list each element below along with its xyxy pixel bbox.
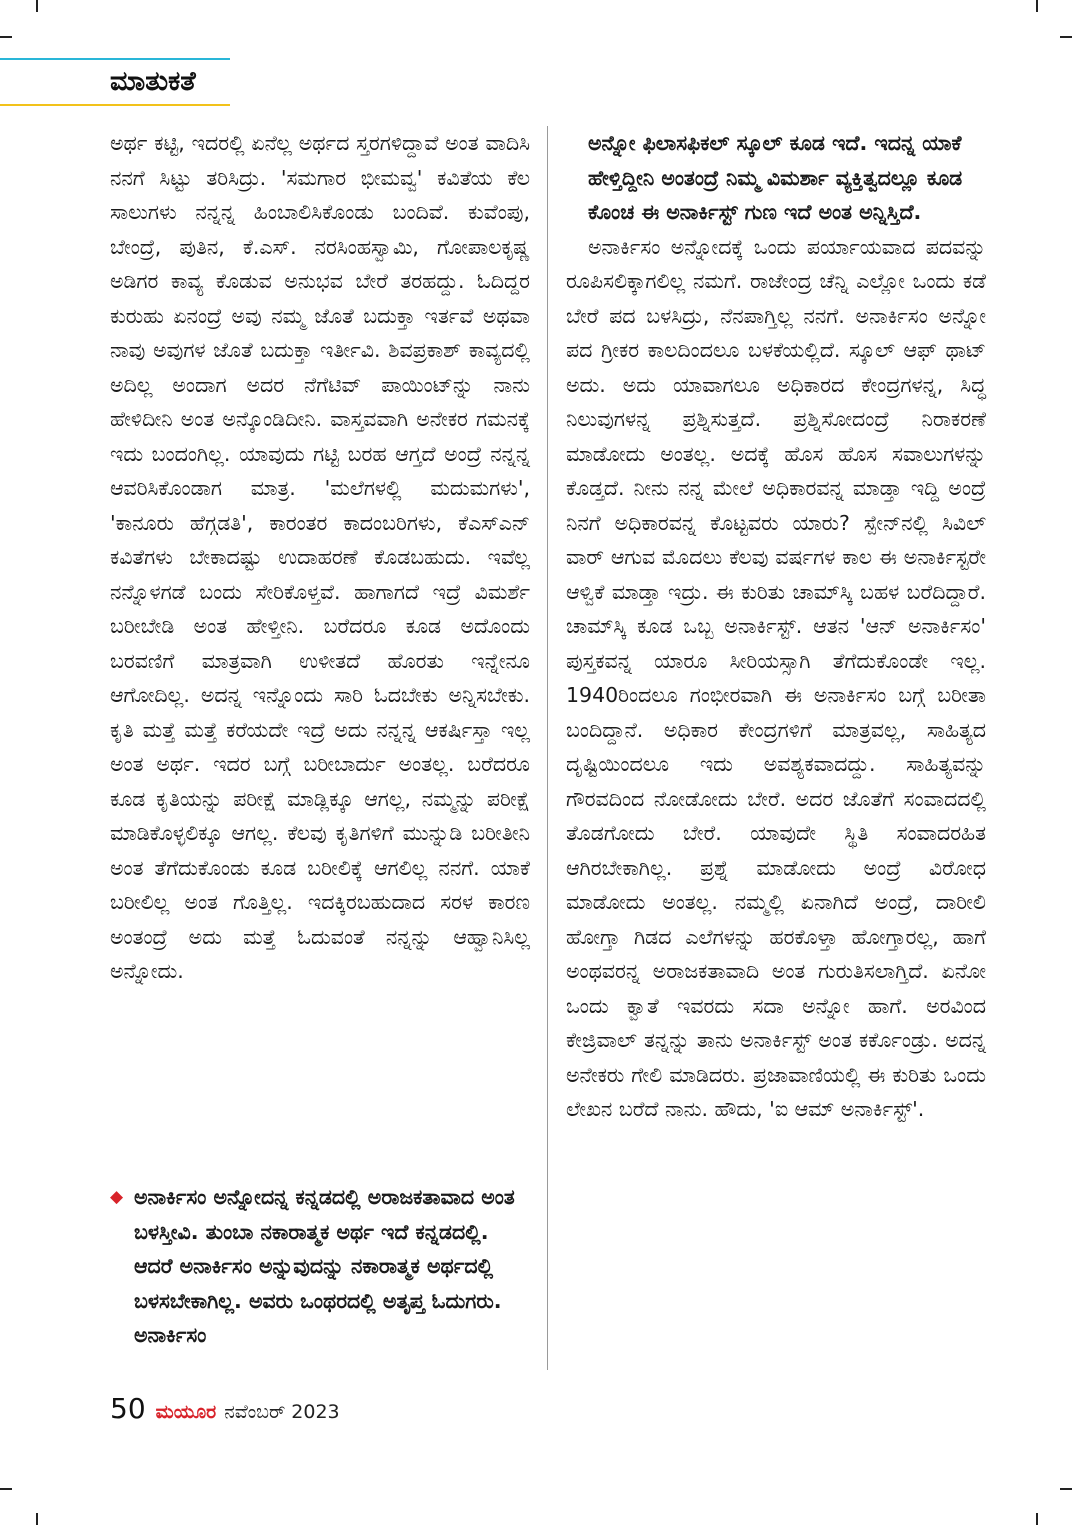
question-text: ಅನಾರ್ಕಿಸಂ ಅನ್ನೋದನ್ನ ಕನ್ನಡದಲ್ಲಿ ಅರಾಜಕತಾವಾದ ಅಂತ ಬಳಸ್ತೀವಿ. ತುಂಬಾ ನಕಾರಾತ್ಮಕ ಅರ್ಥ ಇದೆ ಕನ್ನಡದಲ್ಲಿ. ಆದರೆ ಅನಾರ್ಕಿಸಂ ಅನ್ನುವುದನ್ನು ನಕಾರಾತ್ಮಕ ಅರ್ಥದಲ್ಲಿ ಬಳಸಬೇಕಾಗಿಲ್ಲ. ಅವರು ಒಂಥರದಲ್ಲಿ ಅತೃಪ್ತ ಓದುಗರು. ಅನಾರ್ಕಿಸಂ (134, 1185, 515, 1347)
section-bottom-rule (0, 104, 230, 106)
crop-mark-bottom-left (36, 1513, 38, 1525)
column-divider (547, 126, 548, 1370)
section-top-rule (0, 58, 230, 60)
crop-mark-left-upper (0, 36, 12, 38)
left-column (110, 126, 530, 989)
crop-mark-right-upper (1060, 36, 1072, 38)
right-column (566, 126, 986, 1127)
crop-mark-bottom-right (1036, 1513, 1038, 1525)
section-title: ಮಾತುಕತೆ (110, 66, 196, 97)
crop-mark-left-lower (0, 1488, 12, 1490)
crop-mark-top-left (36, 0, 38, 12)
issue-date: ನವೆಂಬರ್ 2023 (224, 1401, 340, 1423)
page-number: 50 (110, 1392, 146, 1425)
crop-mark-top-right (1036, 0, 1038, 12)
interview-question (110, 1180, 530, 1353)
magazine-logo: ಮಯೂರ (155, 1401, 217, 1423)
diamond-bullet-icon: ◆ (110, 1187, 124, 1207)
crop-mark-right-lower (1060, 1488, 1072, 1490)
answer-paragraph: ಅನಾರ್ಕಿಸಂ ಅನ್ನೋದಕ್ಕೆ ಒಂದು ಪರ್ಯಾಯವಾದ ಪದವನ್ನು ರೂಪಿಸಲಿಕ್ಕಾಗಲಿಲ್ಲ ನಮಗೆ. ರಾಜೇಂದ್ರ ಚೆನ್ನಿ ಎಲ್ಲೋ ಒಂದು ಕಡೆ ಬೇರೆ ಪದ ಬಳಸಿದ್ರು, ನೆನಪಾಗ್ತಿಲ್ಲ ನನಗೆ. ಅನಾರ್ಕಿಸಂ ಅನ್ನೋ ಪದ ಗ್ರೀಕರ ಕಾಲದಿಂದಲೂ ಬಳಕೆಯಲ್ಲಿದೆ. ಸ್ಕೂಲ್ ಆಫ್ ಥಾಟ್ ಅದು. ಅದು ಯಾವಾಗಲೂ ಅಧಿಕಾರದ ಕೇಂದ್ರಗಳನ್ನ, ಸಿದ್ಧ ನಿಲುವುಗಳನ್ನ ಪ್ರಶ್ನಿಸುತ್ತದೆ. ಪ್ರಶ್ನಿಸೋದಂದ್ರೆ ನಿರಾಕರಣೆ ಮಾಡೋದು ಅಂತಲ್ಲ. ಅದಕ್ಕೆ ಹೊಸ ಹೊಸ ಸವಾಲುಗಳನ್ನು ಕೊಡ್ತದೆ. ನೀನು ನನ್ನ ಮೇಲೆ ಅಧಿಕಾರವನ್ನ ಮಾಡ್ತಾ ಇದ್ದಿ ಅಂದ್ರೆ ನಿನಗೆ ಅಧಿಕಾರವನ್ನ ಕೊಟ್ಟವರು ಯಾರು? ಸ್ಪೇನ್‌ನಲ್ಲಿ ಸಿವಿಲ್ ವಾರ್ ಆಗುವ ಮೊದಲು ಕೆಲವು ವರ್ಷಗಳ ಕಾಲ ಈ ಅನಾರ್ಕಿಸ್ಟರೇ ಆಳ್ವಿಕೆ ಮಾಡ್ತಾ ಇದ್ರು. ಈ ಕುರಿತು ಚಾಮ್‌ಸ್ಕಿ ಬಹಳ ಬರೆದಿದ್ದಾರೆ. ಚಾಮ್‌ಸ್ಕಿ ಕೂಡ ಒಬ್ಬ ಅನಾರ್ಕಿಸ್ಟ್. ಆತನ 'ಆನ್ ಅನಾರ್ಕಿಸಂ' ಪುಸ್ತಕವನ್ನ ಯಾರೂ ಸೀರಿಯಸ್ಸಾಗಿ ತೆಗೆದುಕೊಂಡೇ ಇಲ್ಲ. 1940ರಿಂದಲೂ ಗಂಭೀರವಾಗಿ ಈ ಅನಾರ್ಕಿಸಂ ಬಗ್ಗೆ ಬರೀತಾ ಬಂದಿದ್ದಾನೆ. ಅಧಿಕಾರ ಕೇಂದ್ರಗಳಿಗೆ ಮಾತ್ರವಲ್ಲ, ಸಾಹಿತ್ಯದ ದೃಷ್ಟಿಯಿಂದಲೂ ಇದು ಅವಶ್ಯಕವಾದದ್ದು. ಸಾಹಿತ್ಯವನ್ನು ಗೌರವದಿಂದ ನೋಡೋದು ಬೇರೆ. ಅದರ ಜೊತೆಗೆ ಸಂವಾದದಲ್ಲಿ ತೊಡಗೋದು ಬೇರೆ. ಯಾವುದೇ ಸ್ಥಿತಿ ಸಂವಾದರಹಿತ ಆಗಿರಬೇಕಾಗಿಲ್ಲ. ಪ್ರಶ್ನೆ ಮಾಡೋದು ಅಂದ್ರೆ ವಿರೋಧ ಮಾಡೋದು ಅಂತಲ್ಲ. ನಮ್ಮಲ್ಲಿ ಏನಾಗಿದೆ ಅಂದ್ರೆ, ದಾರೀಲಿ ಹೋಗ್ತಾ ಗಿಡದ ಎಲೆಗಳನ್ನು ಹರಕೊಳ್ತಾ ಹೋಗ್ತಾರಲ್ಲ, ಹಾಗೆ ಅಂಥವರನ್ನ ಅರಾಜಕತಾವಾದಿ ಅಂತ ಗುರುತಿಸಲಾಗ್ತಿದೆ. ಏನೋ ಒಂದು ಕ್ವಾತೆ ಇವರದು ಸದಾ ಅನ್ನೋ ಹಾಗೆ. ಅರವಿಂದ ಕೇಜ್ರಿವಾಲ್ ತನ್ನನ್ನು ತಾನು ಅನಾರ್ಕಿಸ್ಟ್ ಅಂತ ಕರ್ಕೊಂಡ್ರು. ಅದನ್ನ ಅನೇಕರು ಗೇಲಿ ಮಾಡಿದರು. ಪ್ರಜಾವಾಣಿಯಲ್ಲಿ ಈ ಕುರಿತು ಒಂದು ಲೇಖನ ಬರೆದೆ ನಾನು. ಹೌದು, 'ಐ ಆಮ್ ಅನಾರ್ಕಿಸ್ಟ್'. (566, 234, 986, 1121)
question-text-continued: ಅನ್ನೋ ಫಿಲಾಸಫಿಕಲ್ ಸ್ಕೂಲ್ ಕೂಡ ಇದೆ. ಇದನ್ನ ಯಾಕೆ ಹೇಳ್ತಿದ್ದೀನಿ ಅಂತಂದ್ರೆ ನಿಮ್ಮ ವಿಮರ್ಶಾ ವ್ಯಕ್ತಿತ್ವದಲ್ಲೂ ಕೂಡ ಕೊಂಚ ಈ ಅನಾರ್ಕಿಸ್ಟ್ ಗುಣ ಇದೆ ಅಂತ ಅನ್ನಿಸ್ತಿದೆ. (588, 131, 963, 224)
body-paragraph: ಅರ್ಥ ಕಟ್ಟಿ, ಇದರಲ್ಲಿ ಏನೆಲ್ಲ ಅರ್ಥದ ಸ್ತರಗಳಿದ್ದಾವೆ ಅಂತ ವಾದಿಸಿ ನನಗೆ ಸಿಟ್ಟು ತರಿಸಿದ್ರು. 'ಸಮಗಾರ ಭೀಮವ್ವ' ಕವಿತೆಯ ಕೆಲ ಸಾಲುಗಳು ನನ್ನನ್ನ ಹಿಂಬಾಲಿಸಿಕೊಂಡು ಬಂದಿವೆ. ಕುವೆಂಪು, ಬೇಂದ್ರೆ, ಪುತಿನ, ಕೆ.ಎಸ್. ನರಸಿಂಹಸ್ವಾಮಿ, ಗೋಪಾಲಕೃಷ್ಣ ಅಡಿಗರ ಕಾವ್ಯ ಕೊಡುವ ಅನುಭವ ಬೇರೆ ತರಹದ್ದು. ಓದಿದ್ದರ ಕುರುಹು ಏನಂದ್ರೆ ಅವು ನಮ್ಮ ಜೊತೆ ಬದುಕ್ತಾ ಇರ್ತವೆ ಅಥವಾ ನಾವು ಅವುಗಳ ಜೊತೆ ಬದುಕ್ತಾ ಇರ್ತೀವಿ. ಶಿವಪ್ರಕಾಶ್ ಕಾವ್ಯದಲ್ಲಿ ಅದಿಲ್ಲ ಅಂದಾಗ ಅದರ ನೆಗೆಟಿವ್ ಪಾಯಿಂಟ್‌ನ್ನು ನಾನು ಹೇಳಿದೀನಿ ಅಂತ ಅನ್ಕೊಂಡಿದೀನಿ. ವಾಸ್ತವವಾಗಿ ಅನೇಕರ ಗಮನಕ್ಕೆ ಇದು ಬಂದಂಗಿಲ್ಲ. ಯಾವುದು ಗಟ್ಟಿ ಬರಹ ಆಗ್ತದೆ ಅಂದ್ರೆ ನನ್ನನ್ನ ಆವರಿಸಿಕೊಂಡಾಗ ಮಾತ್ರ. 'ಮಲೆಗಳಲ್ಲಿ ಮದುಮಗಳು', 'ಕಾನೂರು ಹೆಗ್ಗಡತಿ', ಕಾರಂತರ ಕಾದಂಬರಿಗಳು, ಕೆಎಸ್‌ಎನ್ ಕವಿತೆಗಳು ಬೇಕಾದಷ್ಟು ಉದಾಹರಣೆ ಕೊಡಬಹುದು. ಇವೆಲ್ಲ ನನ್ನೊಳಗಡೆ ಬಂದು ಸೇರಿಕೊಳ್ತವೆ. ಹಾಗಾಗದೆ ಇದ್ರೆ ವಿಮರ್ಶೆ ಬರೀಬೇಡಿ ಅಂತ ಹೇಳ್ತೀನಿ. ಬರೆದರೂ ಕೂಡ ಅದೊಂದು ಬರವಣಿಗೆ ಮಾತ್ರವಾಗಿ ಉಳೀತದೆ ಹೊರತು ಇನ್ನೇನೂ ಆಗೋದಿಲ್ಲ. ಅದನ್ನ ಇನ್ನೊಂದು ಸಾರಿ ಓದಬೇಕು ಅನ್ನಿಸಬೇಕು. ಕೃತಿ ಮತ್ತೆ ಮತ್ತೆ ಕರೆಯದೇ ಇದ್ರೆ ಅದು ನನ್ನನ್ನ ಆಕರ್ಷಿಸ್ತಾ ಇಲ್ಲ ಅಂತ ಅರ್ಥ. ಇದರ ಬಗ್ಗೆ ಬರೀಬಾರ್ದು ಅಂತಲ್ಲ. ಬರೆದರೂ ಕೂಡ ಕೃತಿಯನ್ನು ಪರೀಕ್ಷೆ ಮಾಡ್ಲಿಕ್ಕೂ ಆಗಲ್ಲ, ನಮ್ಮನ್ನು ಪರೀಕ್ಷೆ ಮಾಡಿಕೊಳ್ಳಲಿಕ್ಕೂ ಆಗಲ್ಲ. ಕೆಲವು ಕೃತಿಗಳಿಗೆ ಮುನ್ನುಡಿ ಬರೀತೀನಿ ಅಂತ ತೆಗೆದುಕೊಂಡು ಕೂಡ ಬರೀಲಿಕ್ಕೆ ಆಗಲಿಲ್ಲ ನನಗೆ. ಯಾಕೆ ಬರೀಲಿಲ್ಲ ಅಂತ ಗೊತ್ತಿಲ್ಲ. ಇದಕ್ಕಿರಬಹುದಾದ ಸರಳ ಕಾರಣ ಅಂತಂದ್ರೆ ಅದು ಮತ್ತೆ ಓದುವಂತೆ ನನ್ನನ್ನು ಆಹ್ವಾನಿಸಿಲ್ಲ ಅನ್ನೋದು. (110, 131, 530, 983)
page-footer (110, 1392, 340, 1432)
